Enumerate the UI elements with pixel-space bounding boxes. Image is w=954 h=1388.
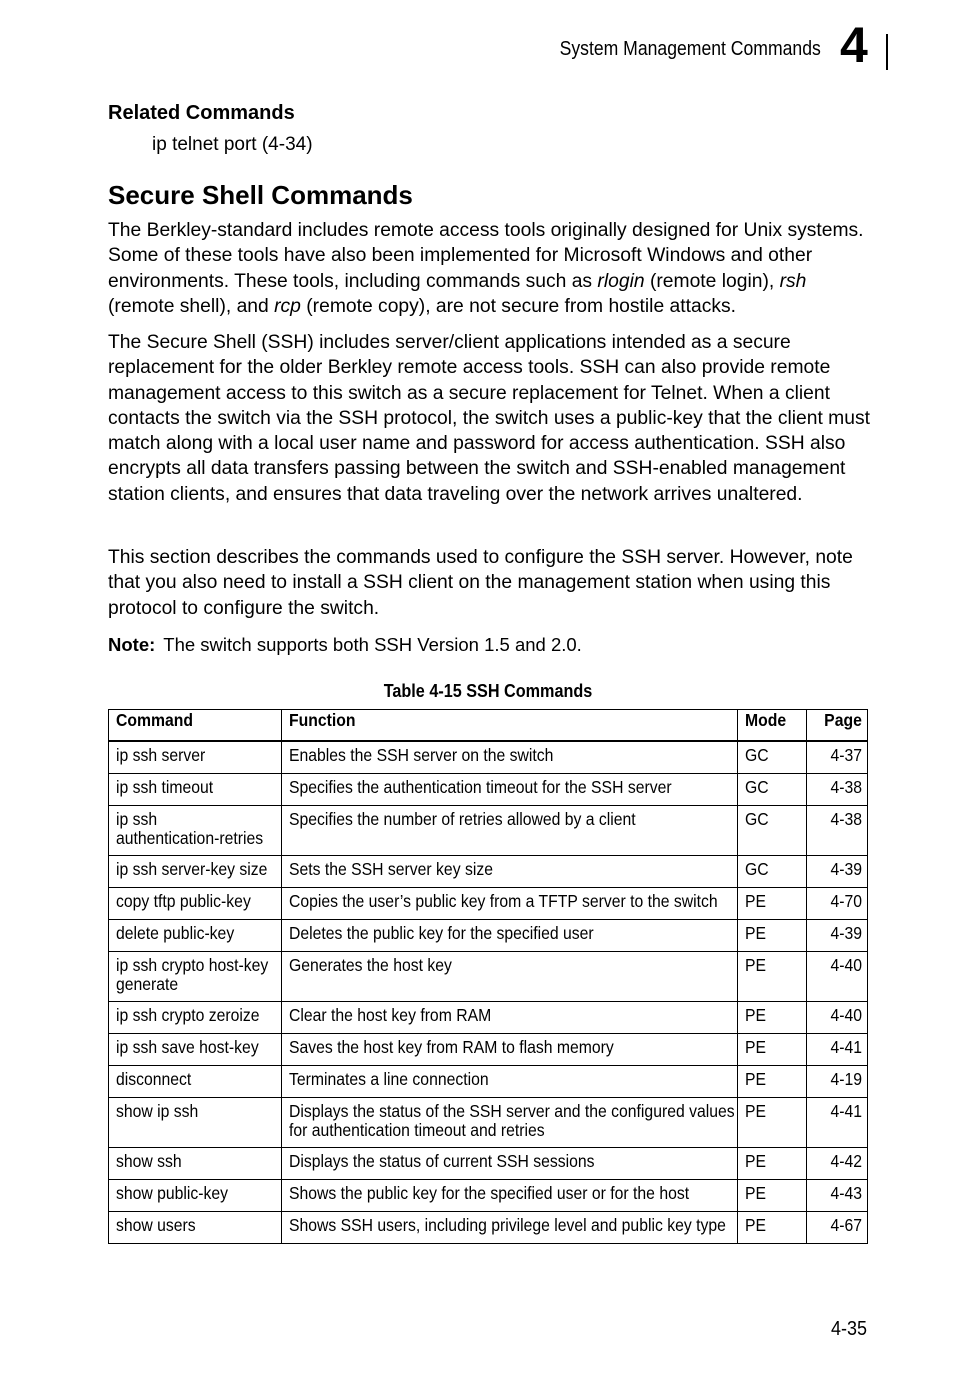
- p1-text-d: (remote copy), are not secure from hostile attacks.: [300, 295, 736, 317]
- command-cell: show public-key: [109, 1180, 282, 1212]
- command-cell: copy tftp public-key: [109, 888, 282, 920]
- related-commands-heading: Related Commands: [108, 102, 295, 124]
- command-cell: ip ssh authentication-retries: [109, 806, 282, 856]
- mode-cell: GC: [738, 741, 807, 774]
- mode-cell: PE: [738, 1212, 807, 1244]
- function-cell: Specifies the authentication timeout for the SSH server: [282, 774, 738, 806]
- intro-paragraph: [108, 218, 878, 319]
- mode-cell: PE: [738, 1180, 807, 1212]
- table-row: [109, 806, 868, 856]
- function-cell: Deletes the public key for the specified user: [282, 920, 738, 952]
- function-cell: Displays the status of current SSH sessions: [282, 1148, 738, 1180]
- rcp-term: rcp: [274, 295, 301, 317]
- command-cell: show ssh: [109, 1148, 282, 1180]
- table-row: [109, 1212, 868, 1244]
- command-cell: disconnect: [109, 1066, 282, 1098]
- related-command-link: ip telnet port (4-34): [152, 134, 313, 155]
- command-cell: ip ssh timeout: [109, 774, 282, 806]
- mode-cell: PE: [738, 1034, 807, 1066]
- table-row: [109, 1098, 868, 1148]
- function-cell: Displays the status of the SSH server and the configured values for authentication timeout and retries: [282, 1098, 738, 1148]
- mode-cell: PE: [738, 1148, 807, 1180]
- mode-cell: PE: [738, 1066, 807, 1098]
- command-cell: delete public-key: [109, 920, 282, 952]
- mode-cell: GC: [738, 856, 807, 888]
- table-row: [109, 1066, 868, 1098]
- mode-cell: GC: [738, 774, 807, 806]
- page-cell: 4-41: [807, 1034, 868, 1066]
- ssh-commands-table: [108, 709, 868, 1244]
- section-title: Secure Shell Commands: [108, 180, 413, 210]
- page-cell: 4-19: [807, 1066, 868, 1098]
- function-cell: Saves the host key from RAM to flash memory: [282, 1034, 738, 1066]
- command-cell: ip ssh crypto host-key generate: [109, 952, 282, 1002]
- table-header-row: [109, 710, 868, 742]
- page-cell: 4-39: [807, 856, 868, 888]
- page-cell: 4-37: [807, 741, 868, 774]
- function-cell: Terminates a line connection: [282, 1066, 738, 1098]
- p1-text-a: The Berkley-standard includes remote access tools originally designed for Unix systems. Some of these tools have also been implemented for Microsoft Windows and other environments. These tools, including commands such as: [108, 220, 864, 292]
- table-row: [109, 856, 868, 888]
- function-cell: Shows the public key for the specified user or for the host: [282, 1180, 738, 1212]
- chapter-number: 4: [840, 17, 868, 73]
- section-scope-paragraph: This section describes the commands used to configure the SSH server. However, note that you also need to install a SSH client on the management station when using this protocol to configure the switch.: [108, 547, 853, 619]
- p1-text-c: (remote shell), and: [108, 295, 275, 317]
- page-cell: 4-40: [807, 952, 868, 1002]
- page-cell: 4-38: [807, 774, 868, 806]
- header-command: Command: [109, 710, 282, 742]
- page-cell: 4-38: [807, 806, 868, 856]
- function-cell: Generates the host key: [282, 952, 738, 1002]
- table-row: [109, 920, 868, 952]
- header-function: Function: [282, 710, 738, 742]
- page-cell: 4-43: [807, 1180, 868, 1212]
- chapter-divider: [886, 34, 888, 70]
- mode-cell: PE: [738, 1002, 807, 1034]
- function-cell: Copies the user’s public key from a TFTP server to the switch: [282, 888, 738, 920]
- p1-text-b: (remote login),: [644, 270, 780, 292]
- note-text: The switch supports both SSH Version 1.5 and 2.0.: [163, 634, 582, 655]
- table-row: [109, 952, 868, 1002]
- mode-cell: GC: [738, 806, 807, 856]
- function-cell: Sets the SSH server key size: [282, 856, 738, 888]
- running-title: System Management Commands: [559, 38, 821, 60]
- page-cell: 4-42: [807, 1148, 868, 1180]
- header-page: Page: [807, 710, 868, 742]
- function-cell: Specifies the number of retries allowed by a client: [282, 806, 738, 856]
- function-cell: Enables the SSH server on the switch: [282, 741, 738, 774]
- page-cell: 4-39: [807, 920, 868, 952]
- rsh-term: rsh: [779, 270, 807, 292]
- page-cell: 4-40: [807, 1002, 868, 1034]
- function-cell: Clear the host key from RAM: [282, 1002, 738, 1034]
- command-cell: ip ssh server-key size: [109, 856, 282, 888]
- rlogin-term: rlogin: [597, 270, 645, 292]
- command-cell: ip ssh crypto zeroize: [109, 1002, 282, 1034]
- mode-cell: PE: [738, 1098, 807, 1148]
- page-cell: 4-41: [807, 1098, 868, 1148]
- table-row: [109, 1180, 868, 1212]
- command-cell: show users: [109, 1212, 282, 1244]
- table-row: [109, 741, 868, 774]
- table-row: [109, 1148, 868, 1180]
- page-number: 4-35: [830, 1318, 867, 1340]
- table-row: [109, 774, 868, 806]
- table-row: [109, 1002, 868, 1034]
- mode-cell: PE: [738, 888, 807, 920]
- command-cell: ip ssh save host-key: [109, 1034, 282, 1066]
- table-row: [109, 888, 868, 920]
- table-caption: Table 4-15 SSH Commands: [383, 681, 593, 701]
- page-cell: 4-67: [807, 1212, 868, 1244]
- note: [108, 634, 582, 656]
- command-cell: show ip ssh: [109, 1098, 282, 1148]
- table-row: [109, 1034, 868, 1066]
- command-cell: ip ssh server: [109, 741, 282, 774]
- function-cell: Shows SSH users, including privilege level and public key type: [282, 1212, 738, 1244]
- ssh-description-paragraph: The Secure Shell (SSH) includes server/client applications intended as a secure replacement for the older Berkley remote access tools. SSH can also provide remote management access to this switch as a secure replacement for Telnet. When a client contacts the switch via the SSH protocol, the switch uses a public-key that the client must match along with a local user name and password for access authentication. SSH also encrypts all data transfers passing between the switch and SSH-enabled management station clients, and ensures that data traveling over the network arrives unaltered.: [108, 332, 870, 505]
- mode-cell: PE: [738, 920, 807, 952]
- page-cell: 4-70: [807, 888, 868, 920]
- note-label: Note:: [108, 634, 156, 655]
- mode-cell: PE: [738, 952, 807, 1002]
- header-mode: Mode: [738, 710, 807, 742]
